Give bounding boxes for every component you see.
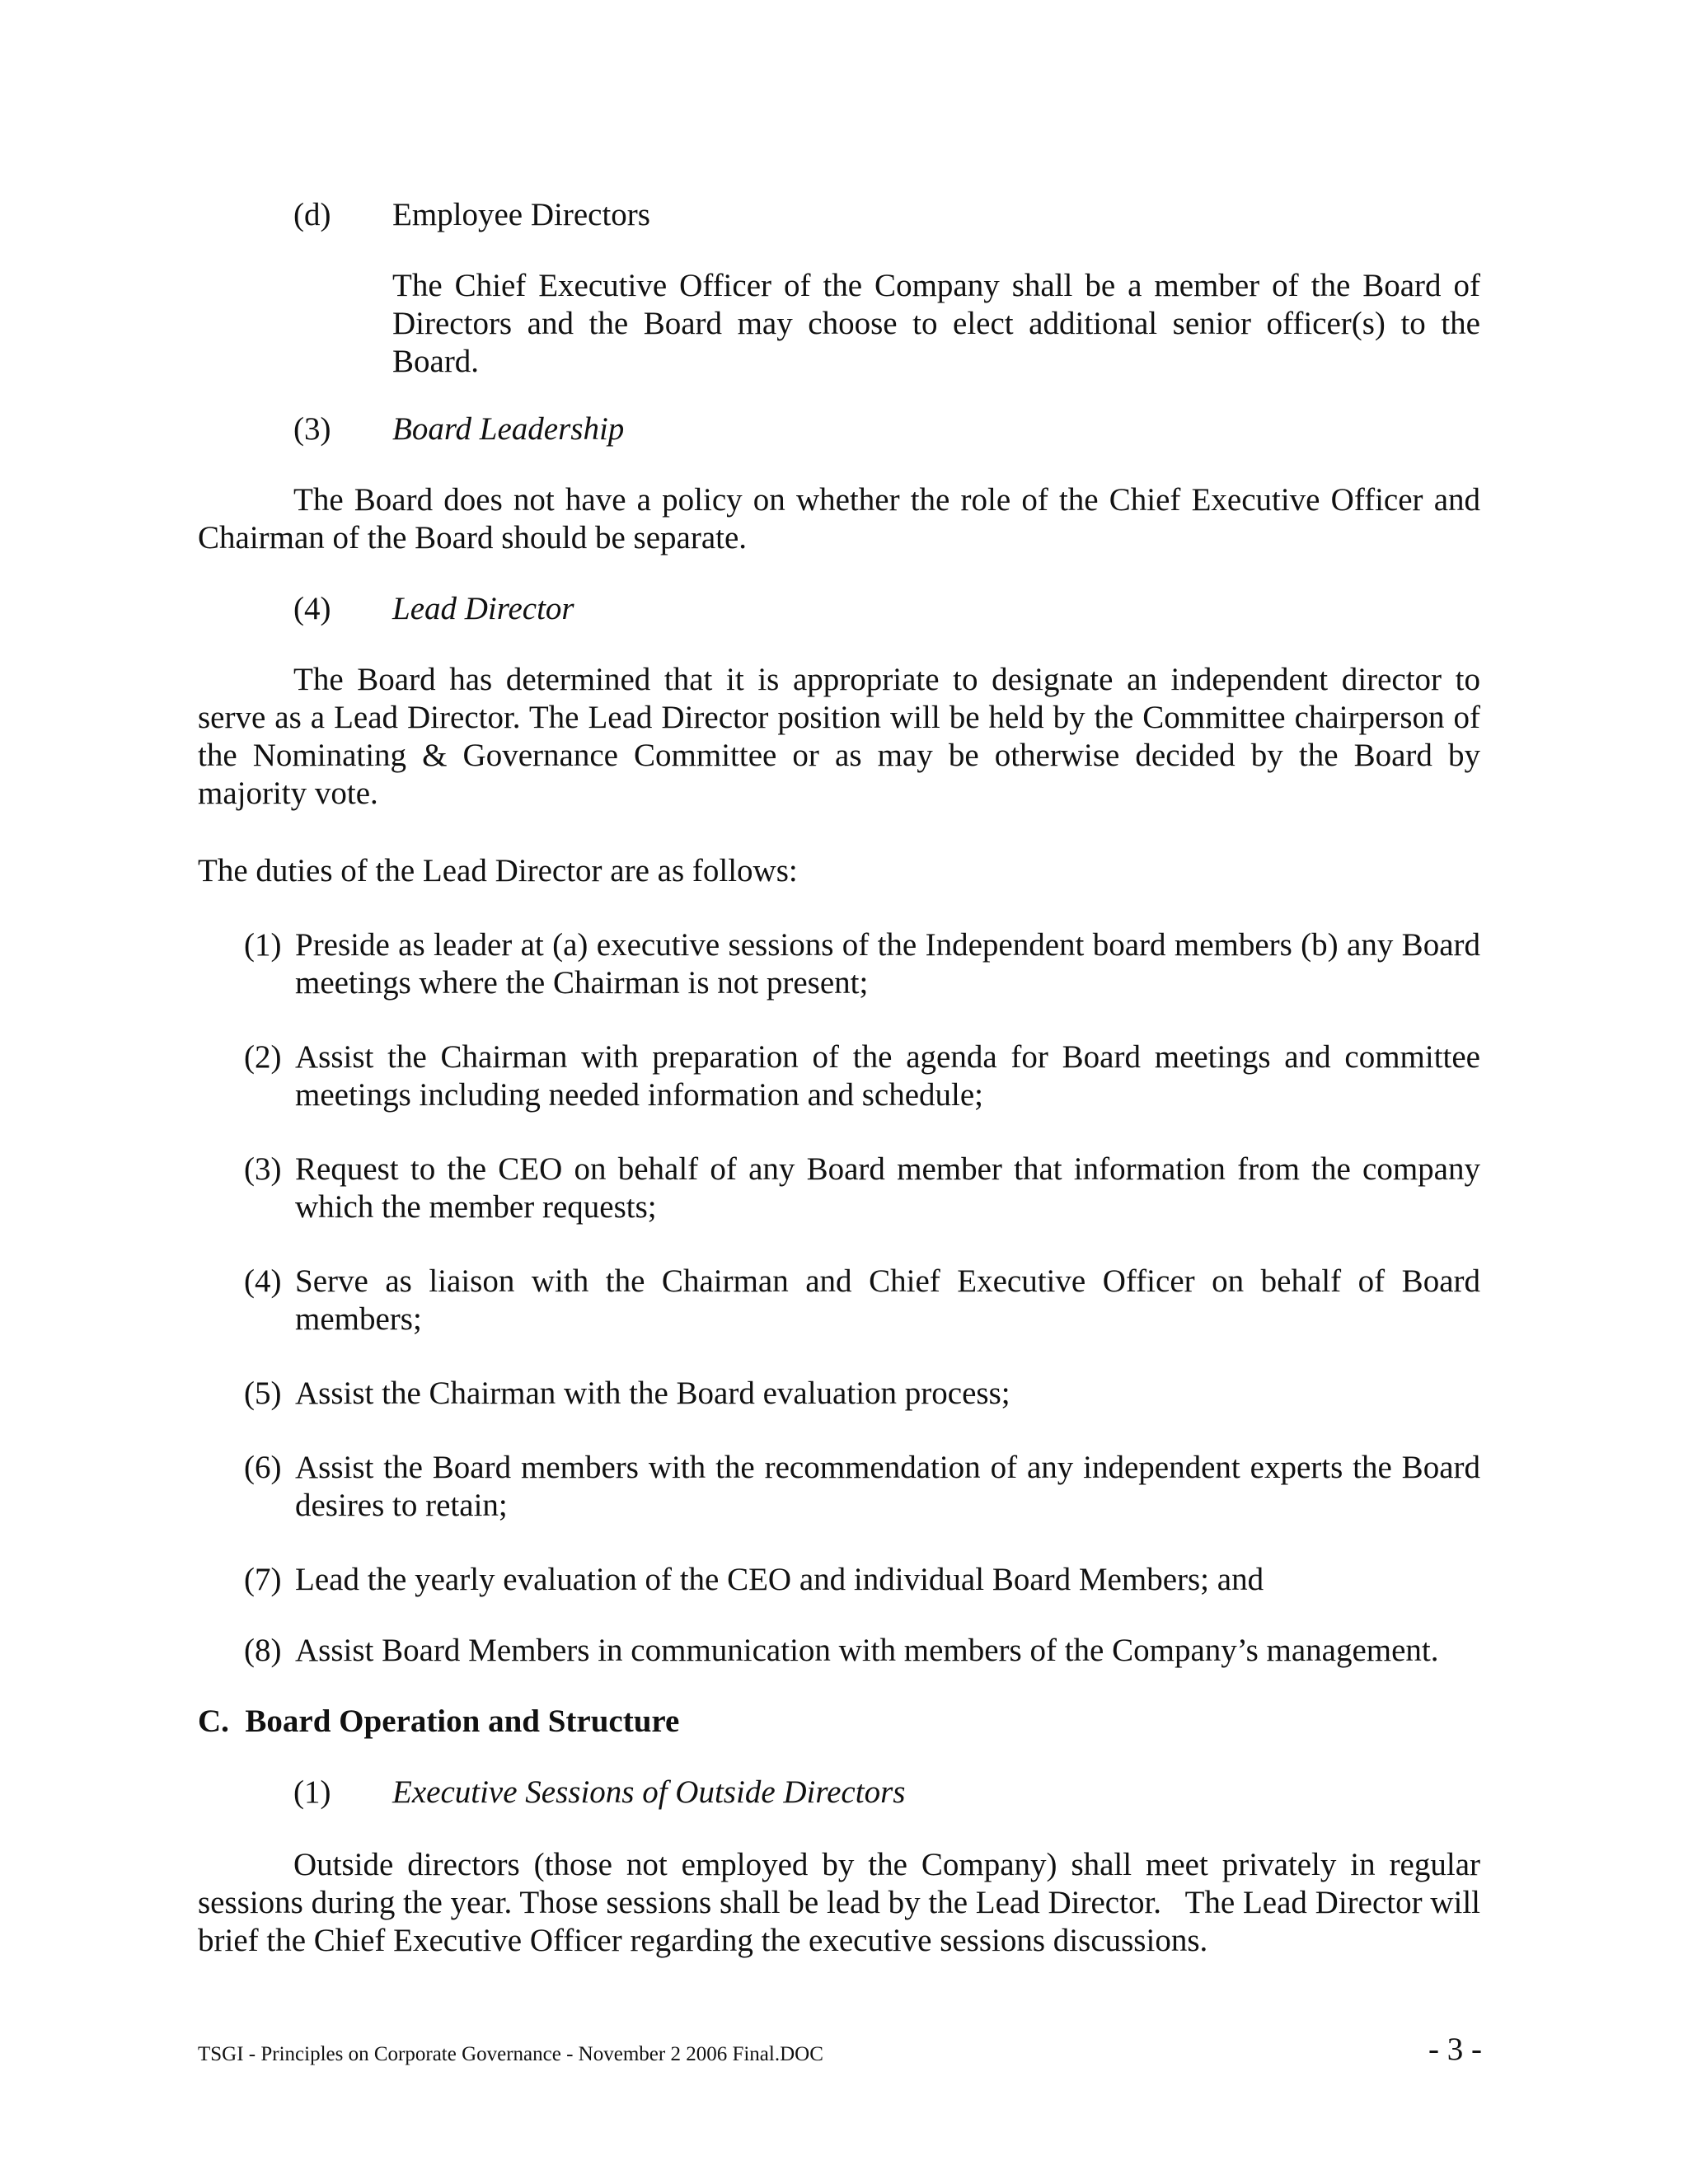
duty-marker: (1) — [244, 927, 282, 963]
section-c-heading: C. Board Operation and Structure — [198, 1704, 680, 1739]
section-d-marker: (d) — [293, 197, 331, 232]
duty-marker: (7) — [244, 1562, 282, 1597]
duty-marker: (3) — [244, 1151, 282, 1187]
duty-text: Request to the CEO on behalf of any Board member that information from the company which the member requests; — [295, 1151, 1480, 1225]
section-c1-body: Outside directors (those not employed by the Company) shall meet privately in regular sessions during the year. Those sessions shall be lead by the Lead Director. The Lead Director will brief the Chief Executive Officer regarding the executive sessions discussions. — [198, 1847, 1489, 1958]
footer-document-name: TSGI - Principles on Corporate Governance - November 2 2006 Final.DOC — [198, 2043, 823, 2065]
duty-marker: (4) — [244, 1263, 282, 1299]
section-4-marker: (4) — [293, 591, 331, 626]
duty-text: Lead the yearly evaluation of the CEO and individual Board Members; and — [295, 1562, 1264, 1597]
duties-intro: The duties of the Lead Director are as follows: — [198, 853, 798, 888]
section-4-heading: Lead Director — [392, 591, 574, 626]
duty-marker: (6) — [244, 1450, 282, 1485]
duty-marker: (8) — [244, 1633, 282, 1668]
section-c1-heading: Executive Sessions of Outside Directors — [392, 1774, 906, 1810]
duty-text: Preside as leader at (a) executive sessions of the Independent board members (b) any Board meetings where the Chairman is not present; — [295, 927, 1480, 1001]
duty-marker: (2) — [244, 1039, 282, 1075]
duty-text: Assist Board Members in communication with members of the Company’s management. — [295, 1633, 1439, 1668]
section-d-heading: Employee Directors — [392, 197, 650, 232]
duty-text: Assist the Board members with the recommendation of any independent experts the Board desires to retain; — [295, 1450, 1480, 1523]
footer-page-number: - 3 - — [1428, 2032, 1482, 2067]
section-3-body: The Board does not have a policy on whether the role of the Chief Executive Officer and Chairman of the Board should be separate. — [198, 482, 1480, 555]
section-4-body: The Board has determined that it is appropriate to designate an independent director to serve as a Lead Director. The Lead Director position will be held by the Committee chairperson of the Nominating & Governance Committee or as may be otherwise decided by the Board by majority vote. — [198, 662, 1480, 811]
duty-text: Assist the Chairman with preparation of the agenda for Board meetings and committee meetings including needed information and schedule; — [295, 1039, 1480, 1113]
duty-text: Assist the Chairman with the Board evaluation process; — [295, 1376, 1010, 1411]
duty-marker: (5) — [244, 1376, 282, 1411]
section-c1-marker: (1) — [293, 1774, 331, 1810]
duty-text: Serve as liaison with the Chairman and Chief Executive Officer on behalf of Board members; — [295, 1263, 1480, 1337]
section-d-body: The Chief Executive Officer of the Company shall be a member of the Board of Directors and the Board may choose to elect additional senior officer(s) to the Board. — [392, 268, 1480, 379]
section-3-heading: Board Leadership — [392, 411, 625, 447]
section-3-marker: (3) — [293, 411, 331, 447]
